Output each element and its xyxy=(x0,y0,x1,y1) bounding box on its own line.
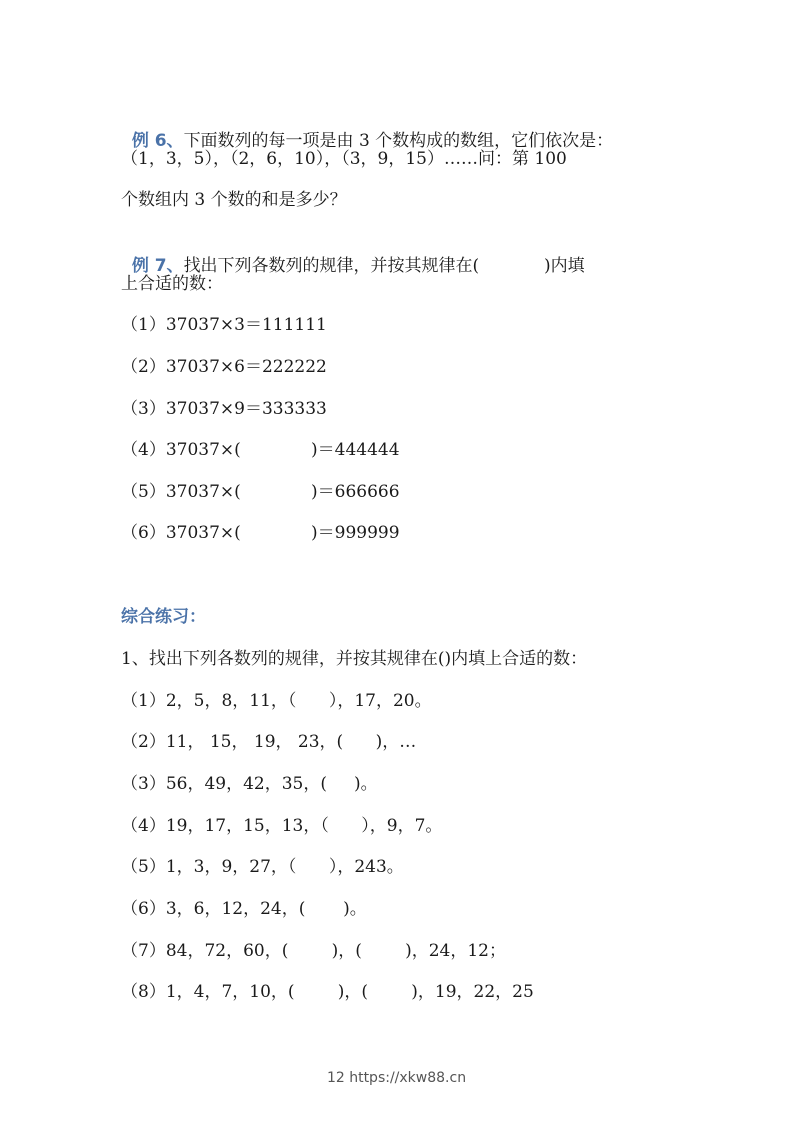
example7-line1 xyxy=(121,230,585,278)
practice-item-2: （2）11， 15， 19， 23，( )，… xyxy=(121,732,417,752)
practice-item-8: （8）1，4，7，10，( )，( )，19，22，25 xyxy=(121,982,534,1002)
practice-item-7: （7）84，72，60，( )，( )，24，12； xyxy=(121,941,506,961)
example6-label: 例 6、 xyxy=(131,131,184,151)
practice-heading: 综合练习： xyxy=(121,607,206,627)
example6-line1 xyxy=(121,105,613,153)
practice-item-3: （3）56，49，42，35，( )。 xyxy=(121,774,378,794)
example7-item-5: （5）37037×( )＝666666 xyxy=(121,482,400,502)
page-footer: 12 https://xkw88.cn xyxy=(326,1070,467,1086)
example7-item-3: （3）37037×9＝333333 xyxy=(121,399,327,419)
example7-line2: 上合适的数： xyxy=(121,274,223,294)
practice-item-6: （6）3，6，12，24，( )。 xyxy=(121,899,367,919)
example6-line2: （1，3，5），（2，6，10），（3，9，15）……问：第 100 xyxy=(121,149,567,169)
practice-intro: 1、找出下列各数列的规律，并按其规律在()内填上合适的数： xyxy=(121,649,588,669)
example7-item-1: （1）37037×3＝111111 xyxy=(121,315,327,335)
example6-line3: 个数组内 3 个数的和是多少？ xyxy=(121,190,347,210)
example6-text1: 下面数列的每一项是由 3 个数构成的数组，它们依次是： xyxy=(183,131,614,151)
example7-item-4: （4）37037×( )＝444444 xyxy=(121,440,400,460)
practice-item-5: （5）1，3，9，27，（ ），243。 xyxy=(121,857,404,877)
practice-item-1: （1）2，5，8，11，（ ），17，20。 xyxy=(121,691,432,711)
practice-item-4: （4）19，17，15，13，（ ），9，7。 xyxy=(121,816,443,836)
example7-label: 例 7、 xyxy=(131,256,184,276)
example7-item-6: （6）37037×( )＝999999 xyxy=(121,523,400,543)
example7-text1: 找出下列各数列的规律，并按其规律在( )内填 xyxy=(183,256,585,276)
example7-item-2: （2）37037×6＝222222 xyxy=(121,357,327,377)
